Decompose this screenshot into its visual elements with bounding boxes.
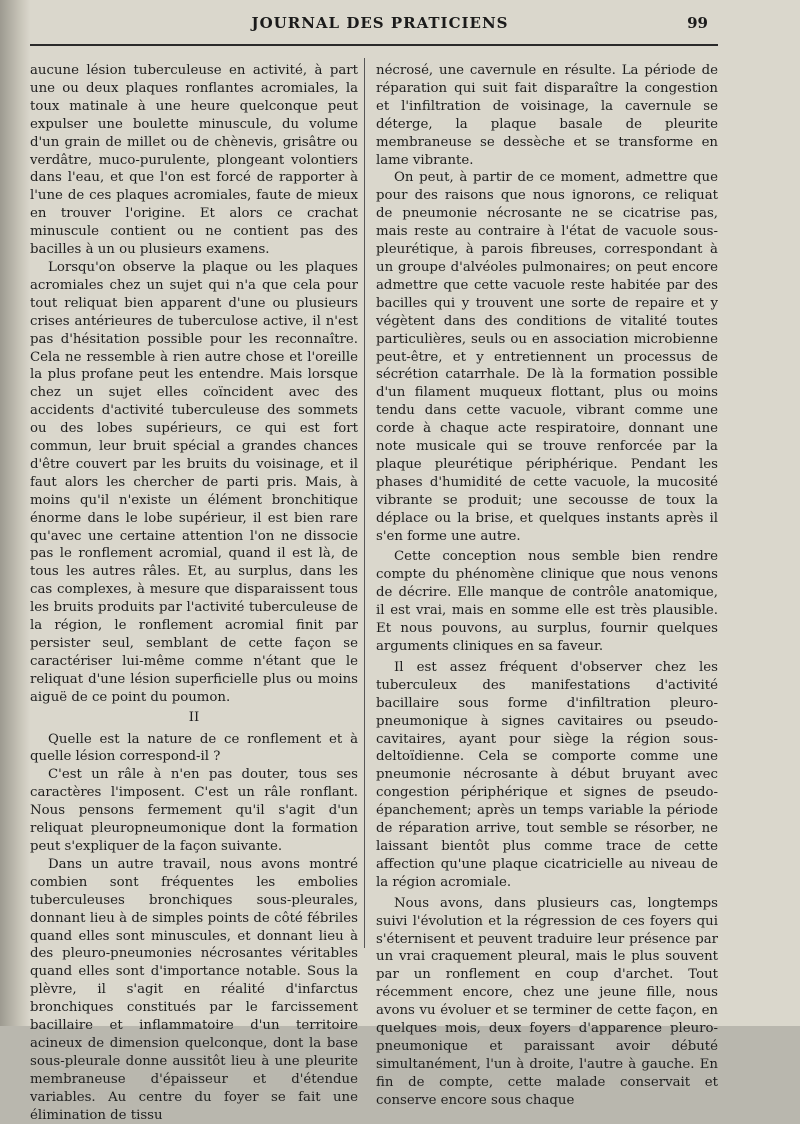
binding-gutter	[0, 0, 30, 1026]
paragraph: Nous avons, dans plusieurs cas, longtemps suivi l'évolution et la régression de ces foyers qui s'éternisent et peuvent traduire leur présence par un vrai craquement pleural, mais le plus souvent par un ronflement en coup d'archet. Tout récemment encore, chez une jeune fille, nous avons vu évoluer et se terminer de cette façon, en quelques mois, deux foyers d'apparence pleuro-pneumonique et paraissant avoir débuté simultanément, l'un à droite, l'autre à gauche. En fin de compte, cette malade conservait et conserve encore sous chaque	[376, 895, 718, 1108]
column-divider	[364, 58, 365, 948]
left-column	[30, 62, 358, 1124]
section-heading: II	[188, 709, 200, 725]
paragraph: C'est un râle à n'en pas douter, tous ses caractères l'imposent. C'est un râle ronflant. Nous pensons fermement qu'il s'agit d'un reliquat pleuropneumonique dont la formation peut s'expliquer de la façon suivante.	[30, 767, 358, 854]
paragraph: nécrosé, une cavernule en résulte. La période de réparation qui suit fait disparaître la congestion et l'infiltration de voisinage, la cavernule se déterge, la plaque basale de pleurite membraneuse se dessèche et se transforme en lame vibrante.	[376, 63, 718, 168]
right-column	[376, 62, 718, 1110]
paragraph: aucune lésion tuberculeuse en activité, à part une ou deux plaques ronflantes acromiales, la toux matinale à une heure quelconque peut expulser une boulette minuscule, du volume d'un grain de millet ou de chènevis, grisâtre ou verdâtre, muco-purulente, plongeant volontiers dans l'eau, et que l'on est forcé de rapporter à l'une de ces plaques acromiales, faute de mieux en trouver l'origine. Et alors ce crachat minuscule contient ou ne contient pas des bacilles à un ou plusieurs examens.	[30, 63, 358, 258]
paragraph: Cette conception nous semble bien rendre compte du phénomène clinique que nous venons de décrire. Elle manque de contrôle anatomique, il est vrai, mais en somme elle est très plausible. Et nous pouvons, au surplus, fournir quelques arguments cliniques en sa faveur.	[376, 549, 718, 654]
running-head: JOURNAL DES PRATICIENS	[251, 14, 509, 32]
page-number: 99	[687, 14, 708, 32]
header-rule	[30, 44, 718, 46]
paragraph: Il est assez fréquent d'observer chez les tuberculeux des manifestations d'activité bacillaire sous forme d'infiltration pleuro-pneumonique à signes cavitaires ou pseudo-cavitaires, ayant pour siège la région sous-deltoïdienne. Cela se comporte comme une pneumonie nécrosante à début bruyant avec congestion périphérique et signes de pseudo-épanchement; après un temps variable la période de réparation arrive, tout semble se résorber, ne laissant bientôt plus comme trace de cette affection qu'une plaque cicatricielle au niveau de la région acromiale.	[376, 659, 718, 890]
paragraph: Dans un autre travail, nous avons montré combien sont fréquentes les embolies tuberculeuses bronchiques sous-pleurales, donnant lieu à de simples points de côté fébriles quand elles sont minuscules, et donnant lieu à des pleuro-pneumonies nécrosantes véritables quand elles sont d'importance notable. Sous la plèvre, il s'agit en réalité d'infarctus bronchiques constitués par le farcissement bacillaire et inflammatoire d'un territoire acineux de dimension quelconque, dont la base sous-pleurale donne aussitôt lieu à une pleurite membraneuse d'épaisseur et d'étendue variables. Au centre du foyer se fait une élimination de tissu	[30, 856, 358, 1123]
paragraph: On peut, à partir de ce moment, admettre que pour des raisons que nous ignorons, ce reliquat de pneumonie nécrosante ne se cicatrise pas, mais reste au contraire à l'état de vacuole sous-pleurétique, à parois fibreuses, correspondant à un groupe d'alvéoles pulmonaires; on peut encore admettre que cette vacuole reste habitée par des bacilles qui y trouvent une sorte de repaire et y végètent dans des conditions de vitalité toutes particulières, seuls ou en association microbienne peut-être, et y entretiennent un processus de sécrétion catarrhale. De là la formation possible d'un filament muqueux flottant, plus ou moins tendu dans cette vacuole, vibrant comme une corde à chaque acte respiratoire, donnant une note musicale qui se trouve renforcée par la plaque pleurétique périphérique. Pendant les phases d'humidité de cette vacuole, la mucosité vibrante se produit; une secousse de toux la déplace ou la brise, et quelques instants après il s'en forme une autre.	[376, 170, 718, 544]
paragraph: Quelle est la nature de ce ronflement et à quelle lésion correspond-il ?	[30, 731, 358, 765]
paragraph: Lorsqu'on observe la plaque ou les plaques acromiales chez un sujet qui n'a que cela pour tout reliquat bien apparent d'une ou plusieurs crises antérieures de tuberculose active, il n'est pas d'hésitation possible pour les reconnaître. Cela ne ressemble à rien autre chose et l'oreille la plus profane peut les entendre. Mais lorsque chez un sujet elles coïncident avec des accidents d'activité tuberculeuse des sommets ou des lobes supérieurs, ce qui est fort commun, leur bruit spécial a grandes chances d'être couvert par les bruits du voisinage, et il faut alors les chercher de parti pris. Mais, à moins qu'il n'existe un élément bronchitique énorme dans le lobe supérieur, il est bien rare qu'avec une certaine attention l'on ne dissocie pas le ronflement acromial, quand il est là, de tous les autres râles. Et, au surplus, dans les cas complexes, à mesure que disparaissent tous les bruits produits par l'activité tuberculeuse de la région, le ronflement acromial finit par persister seul, semblant de cette façon se caractériser lui-même comme n'étant que le reliquat d'une lésion superficielle plus ou moins aiguë de ce point du poumon.	[30, 259, 358, 705]
